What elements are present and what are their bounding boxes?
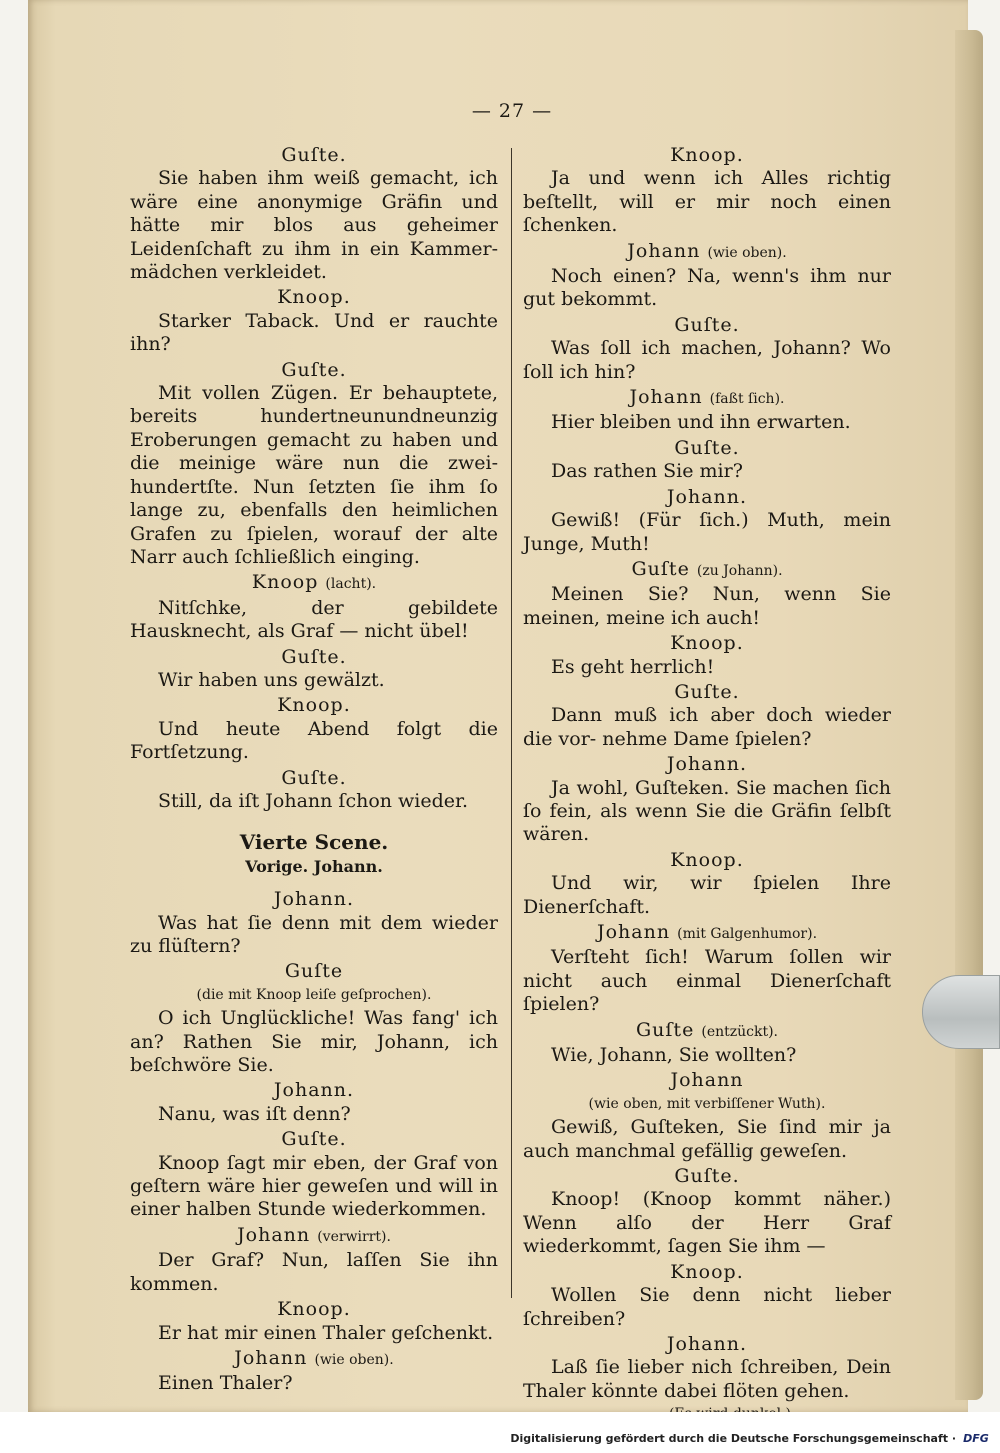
- speaker-name: [130, 571, 498, 596]
- speaker-name: [130, 1347, 498, 1372]
- speaker-label: Knoop.: [670, 632, 744, 655]
- speaker-label: Guſte.: [281, 358, 347, 381]
- dialogue-line: Ja wohl, Guſteken. Sie machen ſich ſo fein, als wenn Sie die Gräfin ſelbſt wären.: [523, 776, 891, 846]
- speaker-label: Guſte: [635, 1018, 695, 1041]
- stage-direction: (wie oben, mit verbiſſener Wuth).: [588, 1095, 826, 1112]
- speaker-label: Knoop.: [277, 694, 351, 717]
- dialogue-line: Dann muß ich aber doch wieder die vor- nehme Dame ſpielen?: [523, 704, 891, 750]
- footer: [0, 1412, 1000, 1453]
- dialogue-line: Gewiß, Guſteken, Sie ſind mir ja auch manchmal gefällig geweſen.: [523, 1116, 891, 1162]
- speaker-name: [523, 849, 891, 872]
- dialogue-line: Verſteht ſich! Warum ſollen wir nicht auch einmal Dienerſchaft ſpielen?: [523, 946, 891, 1016]
- speaker-name: [523, 632, 891, 655]
- speaker-name: [523, 437, 891, 460]
- dialogue-line: O ich Unglückliche! Was fang' ich an? Rathen Sie mir, Johann, ich beſchwöre Sie.: [130, 1007, 498, 1077]
- dialogue-line: Der Graf? Nun, laſſen Sie ihn kommen.: [130, 1249, 498, 1295]
- speaker-label: Johann: [670, 1069, 744, 1092]
- speaker-label: Johann: [234, 1346, 308, 1369]
- dialogue-line: Noch einen? Na, wenn's ihm nur gut bekommt.: [523, 265, 891, 311]
- dialogue-line: Nitſchke, der gebildete Hausknecht, als Graf — nicht übel!: [130, 596, 498, 643]
- speaker-name: [523, 921, 891, 946]
- dialogue-line: Mit vollen Zügen. Er behauptete, bereits hundertneunundneunzig Eroberungen gemacht zu haben und die meinige wäre nun die zwei- hundertſte. Nun ſetzten ſie ihm ſo lange zu, ebenfalls den heimlichen Grafen zu ſpielen, worauf der alte Narr auch ſchließlich einging.: [130, 382, 498, 568]
- dialogue-line: Das rathen Sie mir?: [551, 460, 743, 483]
- dialogue-line: Knoop! (Knoop kommt näher.) Wenn alſo der Herr Graf wiederkommt, ſagen Sie ihm —: [523, 1188, 891, 1258]
- speaker-name: [523, 240, 891, 265]
- speaker-name: [523, 1165, 891, 1188]
- speaker-label: Johann: [627, 239, 701, 262]
- speaker-label: Guſte.: [281, 144, 347, 166]
- speaker-name: [130, 767, 498, 790]
- speaker-name: [523, 144, 891, 167]
- left-column: [130, 142, 498, 1396]
- speaker-label: Guſte.: [281, 766, 347, 789]
- dialogue-line: Und heute Abend folgt die Fortſetzung.: [130, 717, 498, 764]
- speaker-label: Johann.: [666, 1332, 748, 1355]
- stage-direction: (lacht).: [325, 576, 377, 593]
- scene-title: Vierte Scene.: [239, 830, 389, 855]
- speaker-name: [130, 1298, 498, 1321]
- speaker-name: [130, 144, 498, 167]
- speaker-label: Johann: [629, 386, 703, 409]
- stage-direction: (wie oben).: [314, 1351, 394, 1368]
- dialogue-line: Was ſoll ich machen, Johann? Wo ſoll ich hin?: [523, 337, 891, 383]
- speaker-label: Johann.: [273, 888, 355, 911]
- right-column: [523, 142, 891, 1427]
- speaker-name: [130, 286, 498, 309]
- speaker-name: [130, 960, 498, 983]
- stage-direction: (mit Galgenhumor).: [677, 926, 818, 942]
- speaker-name: [130, 888, 498, 911]
- dialogue-line: Wollen Sie denn nicht lieber ſchreiben?: [523, 1284, 891, 1330]
- speaker-name: [523, 1261, 891, 1284]
- dialogue-line: Sie haben ihm weiß gemacht, ich wäre eine anonymige Gräfin und hätte mir blos aus geheimer Leidenſchaft zu ihm in ein Kammer- mädchen verkleidet.: [130, 167, 498, 284]
- speaker-name: [523, 1333, 891, 1356]
- dialogue-line: Meinen Sie? Nun, wenn Sie meinen, meine ich auch!: [523, 583, 891, 629]
- column-divider: [511, 148, 512, 1298]
- speaker-name: [523, 753, 891, 776]
- speaker-name: [523, 386, 891, 411]
- speaker-label: Guſte.: [674, 436, 740, 459]
- dialogue-line: Einen Thaler?: [158, 1372, 293, 1395]
- dialogue-line: Starker Taback. Und er rauchte ihn?: [130, 309, 498, 356]
- speaker-label: Knoop.: [277, 1298, 351, 1321]
- dialogue-line: Er hat mir einen Thaler geſchenkt.: [158, 1321, 494, 1344]
- speaker-label: Guſte.: [674, 313, 740, 336]
- speaker-name: [523, 681, 891, 704]
- speaker-label: Guſte: [631, 557, 690, 580]
- stage-direction: (wie oben).: [707, 244, 787, 261]
- speaker-label: Guſte.: [281, 1128, 347, 1151]
- page-clip: [922, 975, 1000, 1049]
- dialogue-line: Laß ſie lieber nich ſchreiben, Dein Thaler könnte dabei flöten gehen.: [523, 1356, 891, 1402]
- stage-direction: (verwirrt).: [317, 1228, 391, 1245]
- speaker-name: [523, 486, 891, 509]
- stage-direction: (die mit Knoop leiſe geſprochen).: [196, 986, 432, 1003]
- scene-persons: Vorige. Johann.: [245, 856, 383, 876]
- speaker-label: Knoop.: [670, 1260, 744, 1283]
- speaker-name: [523, 1019, 891, 1044]
- speaker-name: [523, 314, 891, 337]
- stage-direction: (entzückt).: [701, 1023, 779, 1040]
- speaker-label: Guſte.: [674, 1165, 740, 1188]
- speaker-label: Guſte.: [281, 645, 347, 668]
- speaker-name: [130, 1079, 498, 1102]
- speaker-name: [130, 359, 498, 382]
- speaker-label: Knoop.: [670, 144, 744, 166]
- dialogue-line: Wie, Johann, Sie wollten?: [551, 1044, 797, 1067]
- dialogue-line: Knoop ſagt mir eben, der Graf von geſtern wäre hier geweſen und will in einer halben Stunde wiederkommen.: [130, 1151, 498, 1221]
- speaker-label: Johann.: [666, 753, 748, 776]
- speaker-name: [130, 1224, 498, 1249]
- dialogue-line: Still, da iſt Johann ſchon wieder.: [158, 789, 469, 812]
- dfg-logo: DFG: [963, 1432, 989, 1445]
- digitization-credit: Digitalisierung gefördert durch die Deutsche Forschungsgemeinschaft ·: [510, 1432, 956, 1445]
- speaker-label: Johann: [237, 1223, 311, 1246]
- speaker-label: Guſte.: [674, 680, 740, 703]
- speaker-name: [523, 1069, 891, 1092]
- stage-direction: (zu Johann).: [696, 562, 783, 579]
- speaker-label: Knoop.: [670, 848, 744, 871]
- speaker-label: Knoop.: [277, 286, 351, 309]
- speaker-label: Johann.: [666, 485, 748, 508]
- dialogue-line: Wir haben uns gewälzt.: [158, 668, 385, 691]
- dialogue-line: Gewiß! (Für ſich.) Muth, mein Junge, Muth!: [523, 509, 891, 555]
- speaker-name: [130, 1128, 498, 1151]
- speaker-label: Johann: [596, 921, 671, 943]
- dialogue-line: Und wir, wir ſpielen Ihre Dienerſchaft.: [523, 872, 891, 918]
- dialogue-line: Was hat ſie denn mit dem wieder zu flüſtern?: [130, 911, 498, 957]
- speaker-name: [523, 558, 891, 583]
- dialogue-line: Ja und wenn ich Alles richtig beſtellt, will er mir noch einen ſchenken.: [523, 167, 891, 237]
- dialogue-line: Hier bleiben und ihn erwarten.: [551, 411, 851, 434]
- speaker-name: [130, 646, 498, 669]
- dialogue-line: Nanu, was iſt denn?: [158, 1102, 351, 1125]
- dialogue-line: Es geht herrlich!: [551, 655, 715, 678]
- speaker-label: Knoop: [251, 571, 319, 594]
- page-edge: [955, 30, 983, 1400]
- stage-direction: (faßt ſich).: [709, 391, 785, 408]
- speaker-label: Johann.: [273, 1079, 355, 1102]
- page-number: — 27 —: [471, 100, 553, 122]
- speaker-name: [130, 694, 498, 717]
- speaker-label: Guſte: [284, 960, 344, 983]
